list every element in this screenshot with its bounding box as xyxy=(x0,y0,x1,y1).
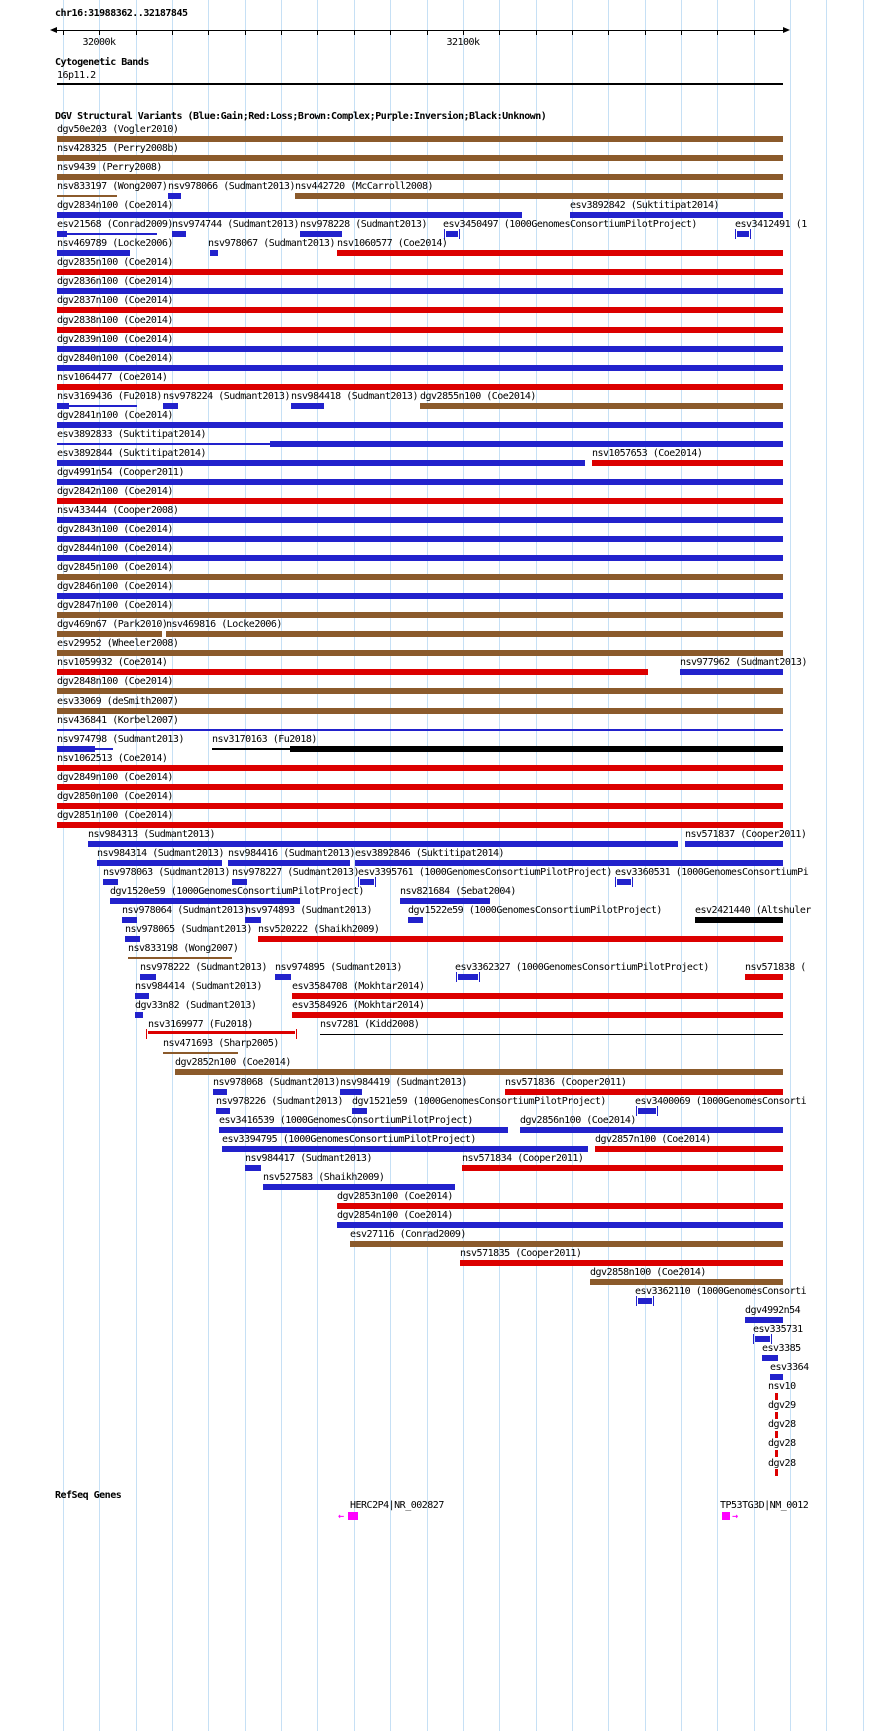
variant-bar[interactable] xyxy=(570,212,783,218)
variant-label[interactable]: nsv1062513 (Coe2014) xyxy=(57,752,168,764)
variant-label[interactable]: esv3394795 (1000GenomesConsortiumPilotProject) xyxy=(222,1133,476,1145)
cytoband-bar[interactable] xyxy=(57,83,783,85)
variant-bar[interactable] xyxy=(57,517,783,523)
variant-bar[interactable] xyxy=(337,250,783,256)
ruler-tick xyxy=(572,30,573,35)
variant-label[interactable]: nsv1060577 (Coe2014) xyxy=(337,238,448,250)
variant-bar[interactable] xyxy=(762,1355,778,1361)
variant-bar[interactable] xyxy=(458,974,478,980)
variant-label[interactable]: dgv2839n100 (Coe2014) xyxy=(57,333,173,345)
ruler-tick xyxy=(499,30,500,35)
variant-bar[interactable] xyxy=(57,174,783,180)
variant-label[interactable]: dgv33n82 (Sudmant2013) xyxy=(135,1000,257,1012)
variant-bar[interactable] xyxy=(57,688,783,694)
variant-label[interactable]: dgv2851n100 (Coe2014) xyxy=(57,809,173,821)
variant-bar[interactable] xyxy=(57,574,783,580)
variant-bar[interactable] xyxy=(295,193,783,199)
variant-bar[interactable] xyxy=(680,669,783,675)
variant-bar[interactable] xyxy=(745,974,783,980)
variant-label[interactable]: dgv1522e59 (1000GenomesConsortiumPilotProject) xyxy=(408,905,662,917)
variant-bar[interactable] xyxy=(135,993,149,999)
variant-bar[interactable] xyxy=(57,233,157,235)
variant-bar[interactable] xyxy=(163,1052,238,1054)
gene-strand-arrow-icon: ← xyxy=(338,1511,344,1522)
variant-bar[interactable] xyxy=(57,803,783,809)
variant-bar[interactable] xyxy=(355,860,783,866)
variant-bar[interactable] xyxy=(258,936,783,942)
variant-label[interactable]: nsv471693 (Sharp2005) xyxy=(163,1038,279,1050)
ruler-tick xyxy=(536,30,537,35)
ruler-tick xyxy=(754,30,755,35)
variant-label[interactable]: nsv984417 (Sudmant2013) xyxy=(245,1152,372,1164)
variant-label[interactable]: dgv1521e59 (1000GenomesConsortiumPilotProject) xyxy=(352,1095,606,1107)
variant-label[interactable]: esv3892844 (Suktitipat2014) xyxy=(57,447,207,459)
variant-bar[interactable] xyxy=(360,879,374,885)
variant-label[interactable]: esv3584926 (Mokhtar2014) xyxy=(292,1000,425,1012)
variant-bar[interactable] xyxy=(337,1222,783,1228)
ruler-tick xyxy=(172,30,173,35)
section-title-cytobands: Cytogenetic Bands xyxy=(55,57,149,68)
variant-label[interactable]: esv3364 xyxy=(770,1362,809,1374)
variant-bar-cap xyxy=(479,972,480,982)
variant-label[interactable]: esv335731 xyxy=(753,1324,803,1336)
ruler-tick-label: 32000k xyxy=(82,37,116,48)
section-title-dgv: DGV Structural Variants (Blue:Gain;Red:Loss;Brown:Complex;Purple:Inversion;Black:Unknown) xyxy=(55,111,547,122)
variant-bar[interactable] xyxy=(57,650,783,656)
variant-label[interactable]: nsv469816 (Locke2006) xyxy=(166,619,282,631)
variant-bar[interactable] xyxy=(685,841,783,847)
variant-label[interactable]: dgv2855n100 (Coe2014) xyxy=(420,390,536,402)
variant-bar[interactable] xyxy=(57,307,783,313)
variant-bar[interactable] xyxy=(57,460,585,466)
variant-label[interactable]: esv3400069 (1000GenomesConsorti xyxy=(635,1095,807,1107)
variant-bar[interactable] xyxy=(103,879,118,885)
variant-label[interactable]: nsv1057653 (Coe2014) xyxy=(592,447,703,459)
gene-strand-arrow-icon: → xyxy=(732,1511,738,1522)
variant-label[interactable]: dgv2836n100 (Coe2014) xyxy=(57,276,173,288)
variant-bar[interactable] xyxy=(128,957,232,959)
variant-bar[interactable] xyxy=(57,765,783,771)
variant-label[interactable]: nsv984418 (Sudmant2013) xyxy=(291,390,418,402)
variant-label[interactable]: nsv520222 (Shaikh2009) xyxy=(258,924,380,936)
variant-bar[interactable] xyxy=(775,1450,778,1457)
variant-label[interactable]: dgv4992n54 xyxy=(745,1305,801,1317)
variant-bar[interactable] xyxy=(212,748,290,750)
variant-label[interactable]: dgv2849n100 (Coe2014) xyxy=(57,771,173,783)
variant-label[interactable]: nsv978067 (Sudmant2013) xyxy=(208,238,335,250)
variant-label[interactable]: nsv978064 (Sudmant2013) xyxy=(122,905,249,917)
variant-bar[interactable] xyxy=(292,993,783,999)
variant-bar[interactable] xyxy=(340,1089,362,1095)
region-coordinates: chr16:31988362..32187845 xyxy=(55,8,188,19)
variant-label[interactable]: dgv2846n100 (Coe2014) xyxy=(57,581,173,593)
variant-label[interactable]: nsv1059932 (Coe2014) xyxy=(57,657,168,669)
variant-bar[interactable] xyxy=(291,403,324,409)
variant-bar[interactable] xyxy=(166,631,783,637)
variant-bar[interactable] xyxy=(57,748,113,750)
variant-bar[interactable] xyxy=(460,1260,783,1266)
variant-label[interactable]: nsv978222 (Sudmant2013) xyxy=(140,962,267,974)
variant-bar[interactable] xyxy=(245,1165,261,1171)
variant-bar[interactable] xyxy=(638,1298,652,1304)
variant-label[interactable]: dgv2840n100 (Coe2014) xyxy=(57,352,173,364)
variant-label[interactable]: dgv2857n100 (Coe2014) xyxy=(595,1133,711,1145)
variant-label[interactable]: nsv428325 (Perry2008b) xyxy=(57,143,179,155)
gene-box[interactable] xyxy=(722,1512,730,1520)
variant-bar[interactable] xyxy=(57,498,783,504)
variant-label[interactable]: esv2421440 (Altshuler xyxy=(695,905,811,917)
variant-label[interactable]: nsv833198 (Wong2007) xyxy=(128,943,239,955)
variant-bar-cap xyxy=(753,1334,754,1344)
variant-label[interactable]: esv3416539 (1000GenomesConsortiumPilotProject) xyxy=(219,1114,473,1126)
variant-bar[interactable] xyxy=(57,195,117,197)
variant-label[interactable]: nsv984414 (Sudmant2013) xyxy=(135,981,262,993)
variant-bar[interactable] xyxy=(57,555,783,561)
variant-bar[interactable] xyxy=(775,1431,778,1438)
variant-label[interactable]: esv3892846 (Suktitipat2014) xyxy=(355,847,505,859)
variant-label[interactable]: nsv527583 (Shaikh2009) xyxy=(263,1171,385,1183)
variant-label[interactable]: nsv974895 (Sudmant2013) xyxy=(275,962,402,974)
variant-bar-cap xyxy=(615,877,616,887)
ruler-tick xyxy=(717,30,718,35)
ruler-tick xyxy=(463,30,464,35)
variant-label[interactable]: nsv833197 (Wong2007) xyxy=(57,181,168,193)
variant-bar[interactable] xyxy=(755,1336,770,1342)
variant-bar-cap xyxy=(456,972,457,982)
variant-bar[interactable] xyxy=(462,1165,783,1171)
variant-bar[interactable] xyxy=(638,1108,656,1114)
variant-bar[interactable] xyxy=(770,1374,783,1380)
variant-bar[interactable] xyxy=(57,422,783,428)
variant-bar[interactable] xyxy=(275,974,291,980)
variant-bar[interactable] xyxy=(57,384,783,390)
variant-bar-cap xyxy=(375,877,376,887)
variant-label[interactable]: esv3362110 (1000GenomesConsorti xyxy=(635,1286,807,1298)
variant-label[interactable]: nsv978063 (Sudmant2013) xyxy=(103,866,230,878)
variant-bar[interactable] xyxy=(57,212,522,218)
variant-bar[interactable] xyxy=(57,327,783,333)
variant-label[interactable]: nsv442720 (McCarroll2008) xyxy=(295,181,434,193)
variant-label[interactable]: nsv977962 (Sudmant2013) xyxy=(680,657,807,669)
variant-label[interactable]: esv3360531 (1000GenomesConsortiumPi xyxy=(615,866,809,878)
variant-bar[interactable] xyxy=(57,250,130,256)
grid-line xyxy=(863,0,864,1731)
variant-label[interactable]: nsv978068 (Sudmant2013) xyxy=(213,1076,340,1088)
variant-label[interactable]: nsv978228 (Sudmant2013) xyxy=(300,219,427,231)
variant-bar[interactable] xyxy=(175,1069,783,1075)
variant-bar[interactable] xyxy=(590,1279,783,1285)
variant-bar[interactable] xyxy=(695,917,783,923)
variant-label[interactable]: nsv984419 (Sudmant2013) xyxy=(340,1076,467,1088)
variant-label[interactable]: esv3395761 (1000GenomesConsortiumPilotProject) xyxy=(358,866,612,878)
variant-bar[interactable] xyxy=(595,1146,783,1152)
variant-bar[interactable] xyxy=(617,879,631,885)
variant-bar-cap xyxy=(636,1296,637,1306)
variant-bar[interactable] xyxy=(213,1089,227,1095)
variant-bar[interactable] xyxy=(210,250,218,256)
ruler-line xyxy=(57,30,783,31)
variant-label[interactable]: esv27116 (Conrad2009) xyxy=(350,1228,466,1240)
variant-bar[interactable] xyxy=(122,917,137,923)
ruler-tick xyxy=(245,30,246,35)
variant-label[interactable]: nsv571835 (Cooper2011) xyxy=(460,1247,582,1259)
variant-bar[interactable] xyxy=(270,441,783,447)
variant-label[interactable]: dgv2841n100 (Coe2014) xyxy=(57,409,173,421)
variant-bar[interactable] xyxy=(420,403,783,409)
variant-bar[interactable] xyxy=(775,1469,778,1476)
variant-label[interactable]: dgv2843n100 (Coe2014) xyxy=(57,524,173,536)
ruler-tick xyxy=(390,30,391,35)
section-title-refseq: RefSeq Genes xyxy=(55,1490,122,1501)
variant-bar[interactable] xyxy=(775,1412,778,1419)
variant-label[interactable]: esv3892833 (Suktitipat2014) xyxy=(57,428,207,440)
variant-bar-cap xyxy=(146,1029,147,1039)
ruler-tick-label: 32100k xyxy=(446,37,480,48)
variant-bar-cap xyxy=(296,1029,297,1039)
variant-bar-cap xyxy=(632,877,633,887)
ruler-tick xyxy=(208,30,209,35)
variant-bar-cap xyxy=(653,1296,654,1306)
variant-bar[interactable] xyxy=(320,1034,783,1035)
variant-label[interactable]: nsv974744 (Sudmant2013) xyxy=(172,219,299,231)
variant-label[interactable]: dgv2850n100 (Coe2014) xyxy=(57,790,173,802)
variant-bar[interactable] xyxy=(57,669,648,675)
ruler-tick xyxy=(608,30,609,35)
variant-bar[interactable] xyxy=(400,898,490,904)
variant-label[interactable]: nsv571834 (Cooper2011) xyxy=(462,1152,584,1164)
variant-bar[interactable] xyxy=(57,288,783,294)
ruler-arrow-right-icon xyxy=(783,27,790,33)
variant-label[interactable]: dgv2835n100 (Coe2014) xyxy=(57,257,173,269)
variant-label[interactable]: nsv9439 (Perry2008) xyxy=(57,162,162,174)
variant-label[interactable]: dgv28 xyxy=(768,1457,796,1469)
gene-box[interactable] xyxy=(348,1512,358,1520)
ruler-tick xyxy=(645,30,646,35)
variant-label[interactable]: esv3450497 (1000GenomesConsortiumPilotProject) xyxy=(443,219,697,231)
gene-label[interactable]: TP53TG3D|NM_0012 xyxy=(720,1500,809,1511)
variant-bar[interactable] xyxy=(57,136,783,142)
ruler-arrow-left-icon xyxy=(50,27,57,33)
variant-bar[interactable] xyxy=(125,936,140,942)
variant-bar[interactable] xyxy=(140,974,156,980)
variant-bar[interactable] xyxy=(592,460,783,466)
ruler-tick xyxy=(354,30,355,35)
variant-label[interactable]: dgv2856n100 (Coe2014) xyxy=(520,1114,636,1126)
variant-bar[interactable] xyxy=(148,1031,295,1034)
variant-bar[interactable] xyxy=(135,1012,143,1018)
variant-bar[interactable] xyxy=(228,860,350,866)
variant-bar[interactable] xyxy=(57,593,783,599)
variant-bar[interactable] xyxy=(57,443,270,445)
variant-bar[interactable] xyxy=(57,405,137,407)
variant-bar[interactable] xyxy=(57,784,783,790)
variant-bar[interactable] xyxy=(292,1012,783,1018)
variant-label[interactable]: dgv28 xyxy=(768,1419,796,1431)
variant-bar[interactable] xyxy=(520,1127,783,1133)
variant-label[interactable]: dgv2854n100 (Coe2014) xyxy=(337,1209,453,1221)
variant-label[interactable]: esv3412491 (1 xyxy=(735,219,807,231)
variant-label[interactable]: nsv984416 (Sudmant2013) xyxy=(228,847,355,859)
variant-label[interactable]: dgv469n67 (Park2010) xyxy=(57,619,168,631)
variant-bar[interactable] xyxy=(57,269,783,275)
variant-bar[interactable] xyxy=(57,729,783,731)
variant-bar[interactable] xyxy=(57,612,783,618)
variant-label[interactable]: dgv2847n100 (Coe2014) xyxy=(57,600,173,612)
gene-label[interactable]: HERC2P4|NR_002827 xyxy=(350,1500,444,1511)
variant-bar[interactable] xyxy=(505,1089,783,1095)
variant-bar[interactable] xyxy=(216,1108,230,1114)
variant-bar[interactable] xyxy=(110,898,300,904)
variant-bar-cap xyxy=(750,229,751,239)
variant-label[interactable]: dgv2842n100 (Coe2014) xyxy=(57,485,173,497)
variant-bar[interactable] xyxy=(222,1146,588,1152)
variant-bar[interactable] xyxy=(57,822,783,828)
variant-label[interactable]: dgv4991n54 (Cooper2011) xyxy=(57,466,184,478)
variant-bar-cap xyxy=(657,1106,658,1116)
variant-bar[interactable] xyxy=(219,1127,508,1133)
variant-label[interactable]: nsv571838 ( xyxy=(745,962,806,974)
variant-label[interactable]: nsv3169977 (Fu2018) xyxy=(148,1019,253,1031)
ruler-tick xyxy=(427,30,428,35)
variant-bar[interactable] xyxy=(57,631,162,637)
cytoband-label[interactable]: 16p11.2 xyxy=(57,70,96,81)
variant-bar[interactable] xyxy=(97,860,222,866)
ruler-tick xyxy=(136,30,137,35)
variant-bar-cap xyxy=(459,229,460,239)
variant-label[interactable]: nsv974893 (Sudmant2013) xyxy=(245,905,372,917)
variant-bar[interactable] xyxy=(168,193,181,199)
variant-bar-cap xyxy=(636,1106,637,1116)
grid-line xyxy=(790,0,791,1731)
variant-label[interactable]: dgv2838n100 (Coe2014) xyxy=(57,314,173,326)
variant-label[interactable]: esv3584708 (Mokhtar2014) xyxy=(292,981,425,993)
variant-bar[interactable] xyxy=(232,879,247,885)
variant-label[interactable]: nsv984314 (Sudmant2013) xyxy=(97,847,224,859)
variant-bar[interactable] xyxy=(57,155,783,161)
variant-bar[interactable] xyxy=(446,231,458,237)
variant-label[interactable]: esv29952 (Wheeler2008) xyxy=(57,638,179,650)
variant-label[interactable]: dgv2845n100 (Coe2014) xyxy=(57,562,173,574)
variant-bar[interactable] xyxy=(57,536,783,542)
variant-bar[interactable] xyxy=(775,1393,778,1400)
variant-bar[interactable] xyxy=(57,708,783,714)
variant-label[interactable]: dgv2858n100 (Coe2014) xyxy=(590,1267,706,1278)
variant-bar[interactable] xyxy=(350,1241,783,1247)
variant-bar[interactable] xyxy=(88,841,678,847)
variant-label[interactable]: esv33069 (deSmith2007) xyxy=(57,695,179,707)
ruler-tick xyxy=(63,30,64,35)
variant-label[interactable]: nsv1064477 (Coe2014) xyxy=(57,371,168,383)
variant-label[interactable]: esv3892842 (Suktitipat2014) xyxy=(570,200,720,212)
variant-label[interactable]: nsv3170163 (Fu2018) xyxy=(212,733,317,745)
variant-label[interactable]: nsv978066 (Sudmant2013) xyxy=(168,181,295,193)
variant-label[interactable]: nsv984313 (Sudmant2013) xyxy=(88,828,215,840)
variant-bar-cap xyxy=(735,229,736,239)
variant-bar[interactable] xyxy=(737,231,749,237)
variant-bar[interactable] xyxy=(300,231,342,237)
ruler-tick xyxy=(681,30,682,35)
variant-label[interactable]: nsv10 xyxy=(768,1381,796,1393)
variant-label[interactable]: dgv50e203 (Vogler2010) xyxy=(57,124,179,135)
variant-label[interactable]: esv3385 xyxy=(762,1343,801,1355)
variant-label[interactable]: nsv974798 (Sudmant2013) xyxy=(57,733,184,745)
variant-label[interactable]: nsv978227 (Sudmant2013) xyxy=(232,866,359,878)
variant-label[interactable]: nsv436841 (Korbel2007) xyxy=(57,714,179,726)
variant-bar[interactable] xyxy=(337,1203,783,1209)
variant-bar[interactable] xyxy=(172,231,186,237)
variant-label[interactable]: dgv1520e59 (1000GenomesConsortiumPilotProject) xyxy=(110,886,364,897)
variant-bar[interactable] xyxy=(57,346,783,352)
variant-bar[interactable] xyxy=(57,365,783,371)
variant-label[interactable]: dgv2834n100 (Coe2014) xyxy=(57,200,173,212)
variant-bar[interactable] xyxy=(745,1317,783,1323)
variant-bar[interactable] xyxy=(57,479,783,485)
variant-label[interactable]: dgv2852n100 (Coe2014) xyxy=(175,1057,291,1069)
variant-label[interactable]: nsv571837 (Cooper2011) xyxy=(685,828,807,840)
variant-label[interactable]: nsv571836 (Cooper2011) xyxy=(505,1076,627,1088)
variant-bar[interactable] xyxy=(245,917,261,923)
variant-bar[interactable] xyxy=(408,917,423,923)
variant-bar[interactable] xyxy=(290,746,783,752)
ruler-tick xyxy=(99,30,100,35)
variant-label[interactable]: nsv821684 (Sebat2004) xyxy=(400,886,516,897)
variant-label[interactable]: dgv2837n100 (Coe2014) xyxy=(57,295,173,307)
variant-label[interactable]: dgv29 xyxy=(768,1400,796,1412)
ruler-tick xyxy=(317,30,318,35)
variant-label[interactable]: esv21568 (Conrad2009) xyxy=(57,219,173,231)
variant-label[interactable]: esv3362327 (1000GenomesConsortiumPilotProject) xyxy=(455,962,709,974)
variant-bar[interactable] xyxy=(163,403,178,409)
variant-label[interactable]: dgv2848n100 (Coe2014) xyxy=(57,676,173,688)
variant-label[interactable]: nsv978224 (Sudmant2013) xyxy=(163,390,290,402)
grid-line xyxy=(826,0,827,1731)
variant-bar[interactable] xyxy=(352,1108,367,1114)
variant-label[interactable]: nsv469789 (Locke2006) xyxy=(57,238,173,250)
variant-label[interactable]: dgv28 xyxy=(768,1438,796,1450)
variant-label[interactable]: nsv433444 (Cooper2008) xyxy=(57,505,179,516)
variant-label[interactable]: nsv978226 (Sudmant2013) xyxy=(216,1095,343,1107)
variant-label[interactable]: nsv7281 (Kidd2008) xyxy=(320,1019,420,1031)
variant-bar[interactable] xyxy=(263,1184,455,1190)
ruler-tick xyxy=(281,30,282,35)
variant-label[interactable]: dgv2844n100 (Coe2014) xyxy=(57,543,173,555)
variant-label[interactable]: nsv3169436 (Fu2018) xyxy=(57,390,162,402)
variant-label[interactable]: dgv2853n100 (Coe2014) xyxy=(337,1190,453,1202)
variant-label[interactable]: nsv978065 (Sudmant2013) xyxy=(125,924,252,936)
